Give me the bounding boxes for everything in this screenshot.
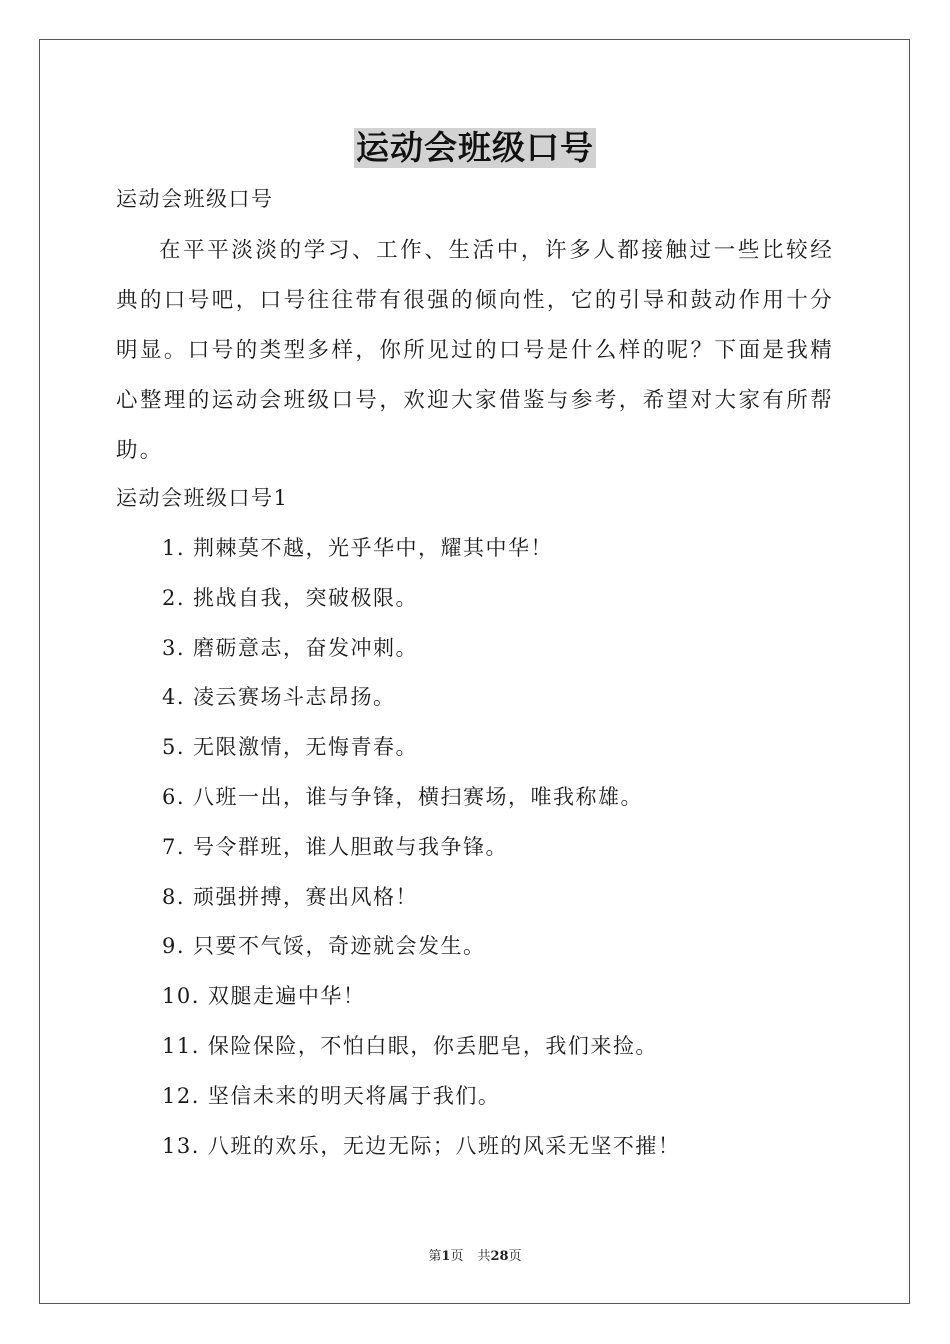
total-prefix: 共 — [477, 1249, 491, 1264]
list-item-number: 9. — [162, 934, 186, 959]
page-suffix: 页 — [450, 1249, 464, 1264]
title-container — [0, 128, 950, 168]
list-item — [162, 881, 680, 931]
page-footer — [0, 1248, 950, 1266]
list-item-text: 保险保险，不怕白眼，你丢肥皂，我们来捡。 — [207, 1033, 658, 1058]
list-item — [162, 781, 680, 831]
list-item-text: 荆棘莫不越，光乎华中，耀其中华！ — [193, 536, 554, 560]
document-subtitle: 运动会班级口号 — [116, 187, 274, 211]
list-item — [162, 731, 680, 781]
list-item — [162, 1130, 680, 1180]
list-item — [162, 930, 680, 980]
list-item-number: 4. — [162, 685, 186, 710]
list-item-number: 5. — [162, 735, 186, 760]
list-item-number: 12. — [162, 1083, 200, 1108]
list-item — [162, 980, 680, 1030]
list-item-text: 挑战自我，突破极限。 — [193, 585, 419, 610]
list-item-text: 无限激情，无悔青春。 — [193, 735, 419, 760]
list-item-text: 八班一出，谁与争锋，横扫赛场，唯我称雄。 — [193, 784, 644, 809]
slogan-list — [162, 532, 680, 1179]
list-item-text: 号令群班，谁人胆敢与我争锋。 — [193, 834, 509, 859]
list-item — [162, 632, 680, 682]
intro-paragraph: 在平平淡淡的学习、工作、生活中，许多人都接触过一些比较经典的口号吧，口号往往带有很强的倾向性，它的引导和鼓动作用十分明显。口号的类型多样，你所见过的口号是什么样的呢？下面是我精心整理的运动会班级口号，欢迎大家借鉴与参考，希望对大家有所帮助。 — [116, 238, 834, 463]
list-item-number: 3. — [162, 635, 186, 660]
list-item-number: 7. — [162, 834, 186, 859]
list-item-text: 八班的欢乐，无边无际；八班的风采无坚不摧！ — [207, 1133, 681, 1158]
page-prefix: 第 — [428, 1249, 442, 1264]
list-item-number: 10. — [162, 984, 200, 1009]
list-item-text: 坚信未来的明天将属于我们。 — [207, 1083, 501, 1108]
list-item-number: 8. — [162, 884, 186, 909]
total-pages: 28 — [490, 1249, 509, 1264]
list-item-number: 6. — [162, 784, 186, 809]
list-item-number: 11. — [162, 1033, 200, 1058]
list-item-number: 13. — [162, 1133, 200, 1158]
list-item-text: 顽强拼搏，赛出风格！ — [193, 884, 419, 909]
document-title: 运动会班级口号 — [356, 128, 594, 167]
list-item-text: 磨砺意志，奋发冲刺。 — [193, 635, 419, 660]
list-item — [162, 1080, 680, 1130]
section-heading: 运动会班级口号1 — [116, 486, 289, 510]
list-item — [162, 532, 680, 582]
list-item-text: 双腿走遍中华！ — [207, 984, 366, 1009]
list-item-text: 只要不气馁，奇迹就会发生。 — [193, 934, 486, 959]
total-suffix: 页 — [508, 1249, 522, 1264]
list-item-text: 凌云赛场斗志昂扬。 — [193, 685, 396, 710]
list-item — [162, 582, 680, 632]
list-item — [162, 1030, 680, 1080]
list-item-number: 2. — [162, 585, 186, 610]
list-item — [162, 831, 680, 881]
page-number: 1 — [441, 1249, 451, 1264]
list-item-number: 1. — [162, 536, 186, 560]
list-item — [162, 681, 680, 731]
